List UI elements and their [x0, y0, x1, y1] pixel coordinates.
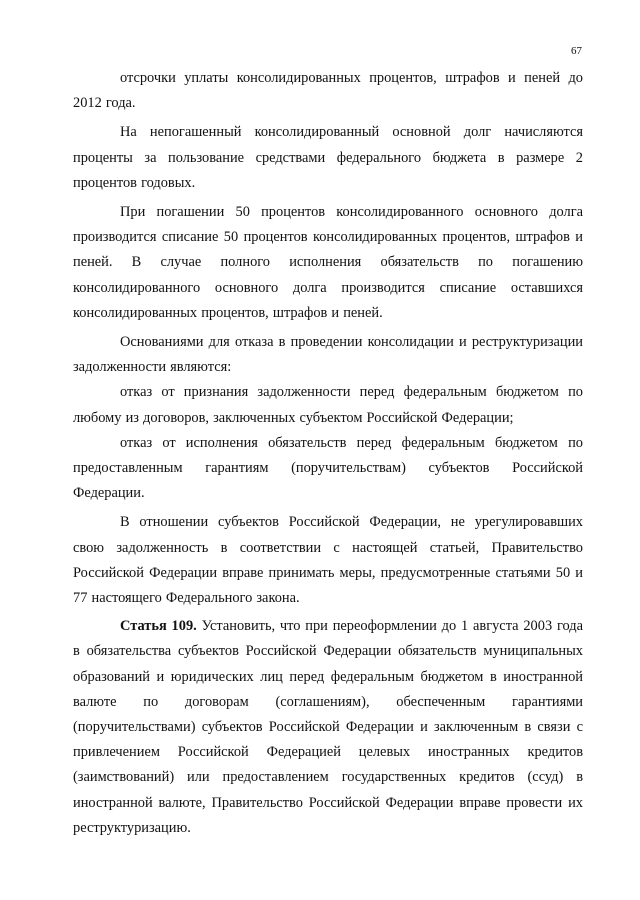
article-paragraph: [73, 614, 583, 841]
paragraph: В отношении субъектов Российской Федерации, не урегулировавших свою задолженность в соответствии с настоящей статьей, Правительство Российской Федерации вправе принимать меры, предусмотренные статьями 50 и 77 настоящего Федерального закона.: [73, 514, 583, 607]
paragraph: При погашении 50 процентов консолидированного основного долга производится списание 50 процентов консолидированных процентов, штрафов и пеней. В случае полного исполнения обязательств по погашению консолидированного основного долга производится списание оставшихся консолидированных процентов, штрафов и пеней.: [73, 204, 583, 321]
article-text: Установить, что при переоформлении до 1 августа 2003 года в обязательства субъектов Российской Федерации обязательств муниципальных образований и юридических лиц перед федеральным бюджетом в иностранной валюте по договорам (соглашениям), обеспеченным гарантиями (поручительствами) субъектов Российской Федерации и заключенным в связи с привлечением Российской Федерацией целевых иностранных кредитов (заимствований) или предоставлением государственных кредитов (ссуд) в иностранной валюте, Правительство Российской Федерации вправе провести их реструктуризацию.: [73, 618, 583, 836]
paragraph: На непогашенный консолидированный основной долг начисляются проценты за пользование средствами федерального бюджета в размере 2 процентов годовых.: [73, 124, 583, 191]
paragraph: отсрочки уплаты консолидированных процентов, штрафов и пеней до 2012 года.: [73, 70, 583, 112]
document-body: [73, 66, 583, 841]
paragraph: Основаниями для отказа в проведении консолидации и реструктуризации задолженности являются:: [73, 334, 583, 376]
article-label: Статья 109.: [120, 618, 197, 635]
page-number: 67: [571, 45, 582, 57]
paragraph: отказ от исполнения обязательств перед федеральным бюджетом по предоставленным гарантиям (поручительствам) субъектов Российской Федерации.: [73, 434, 583, 502]
paragraph: отказ от признания задолженности перед федеральным бюджетом по любому из договоров, заключенных субъектом Российской Федерации;: [73, 384, 583, 426]
